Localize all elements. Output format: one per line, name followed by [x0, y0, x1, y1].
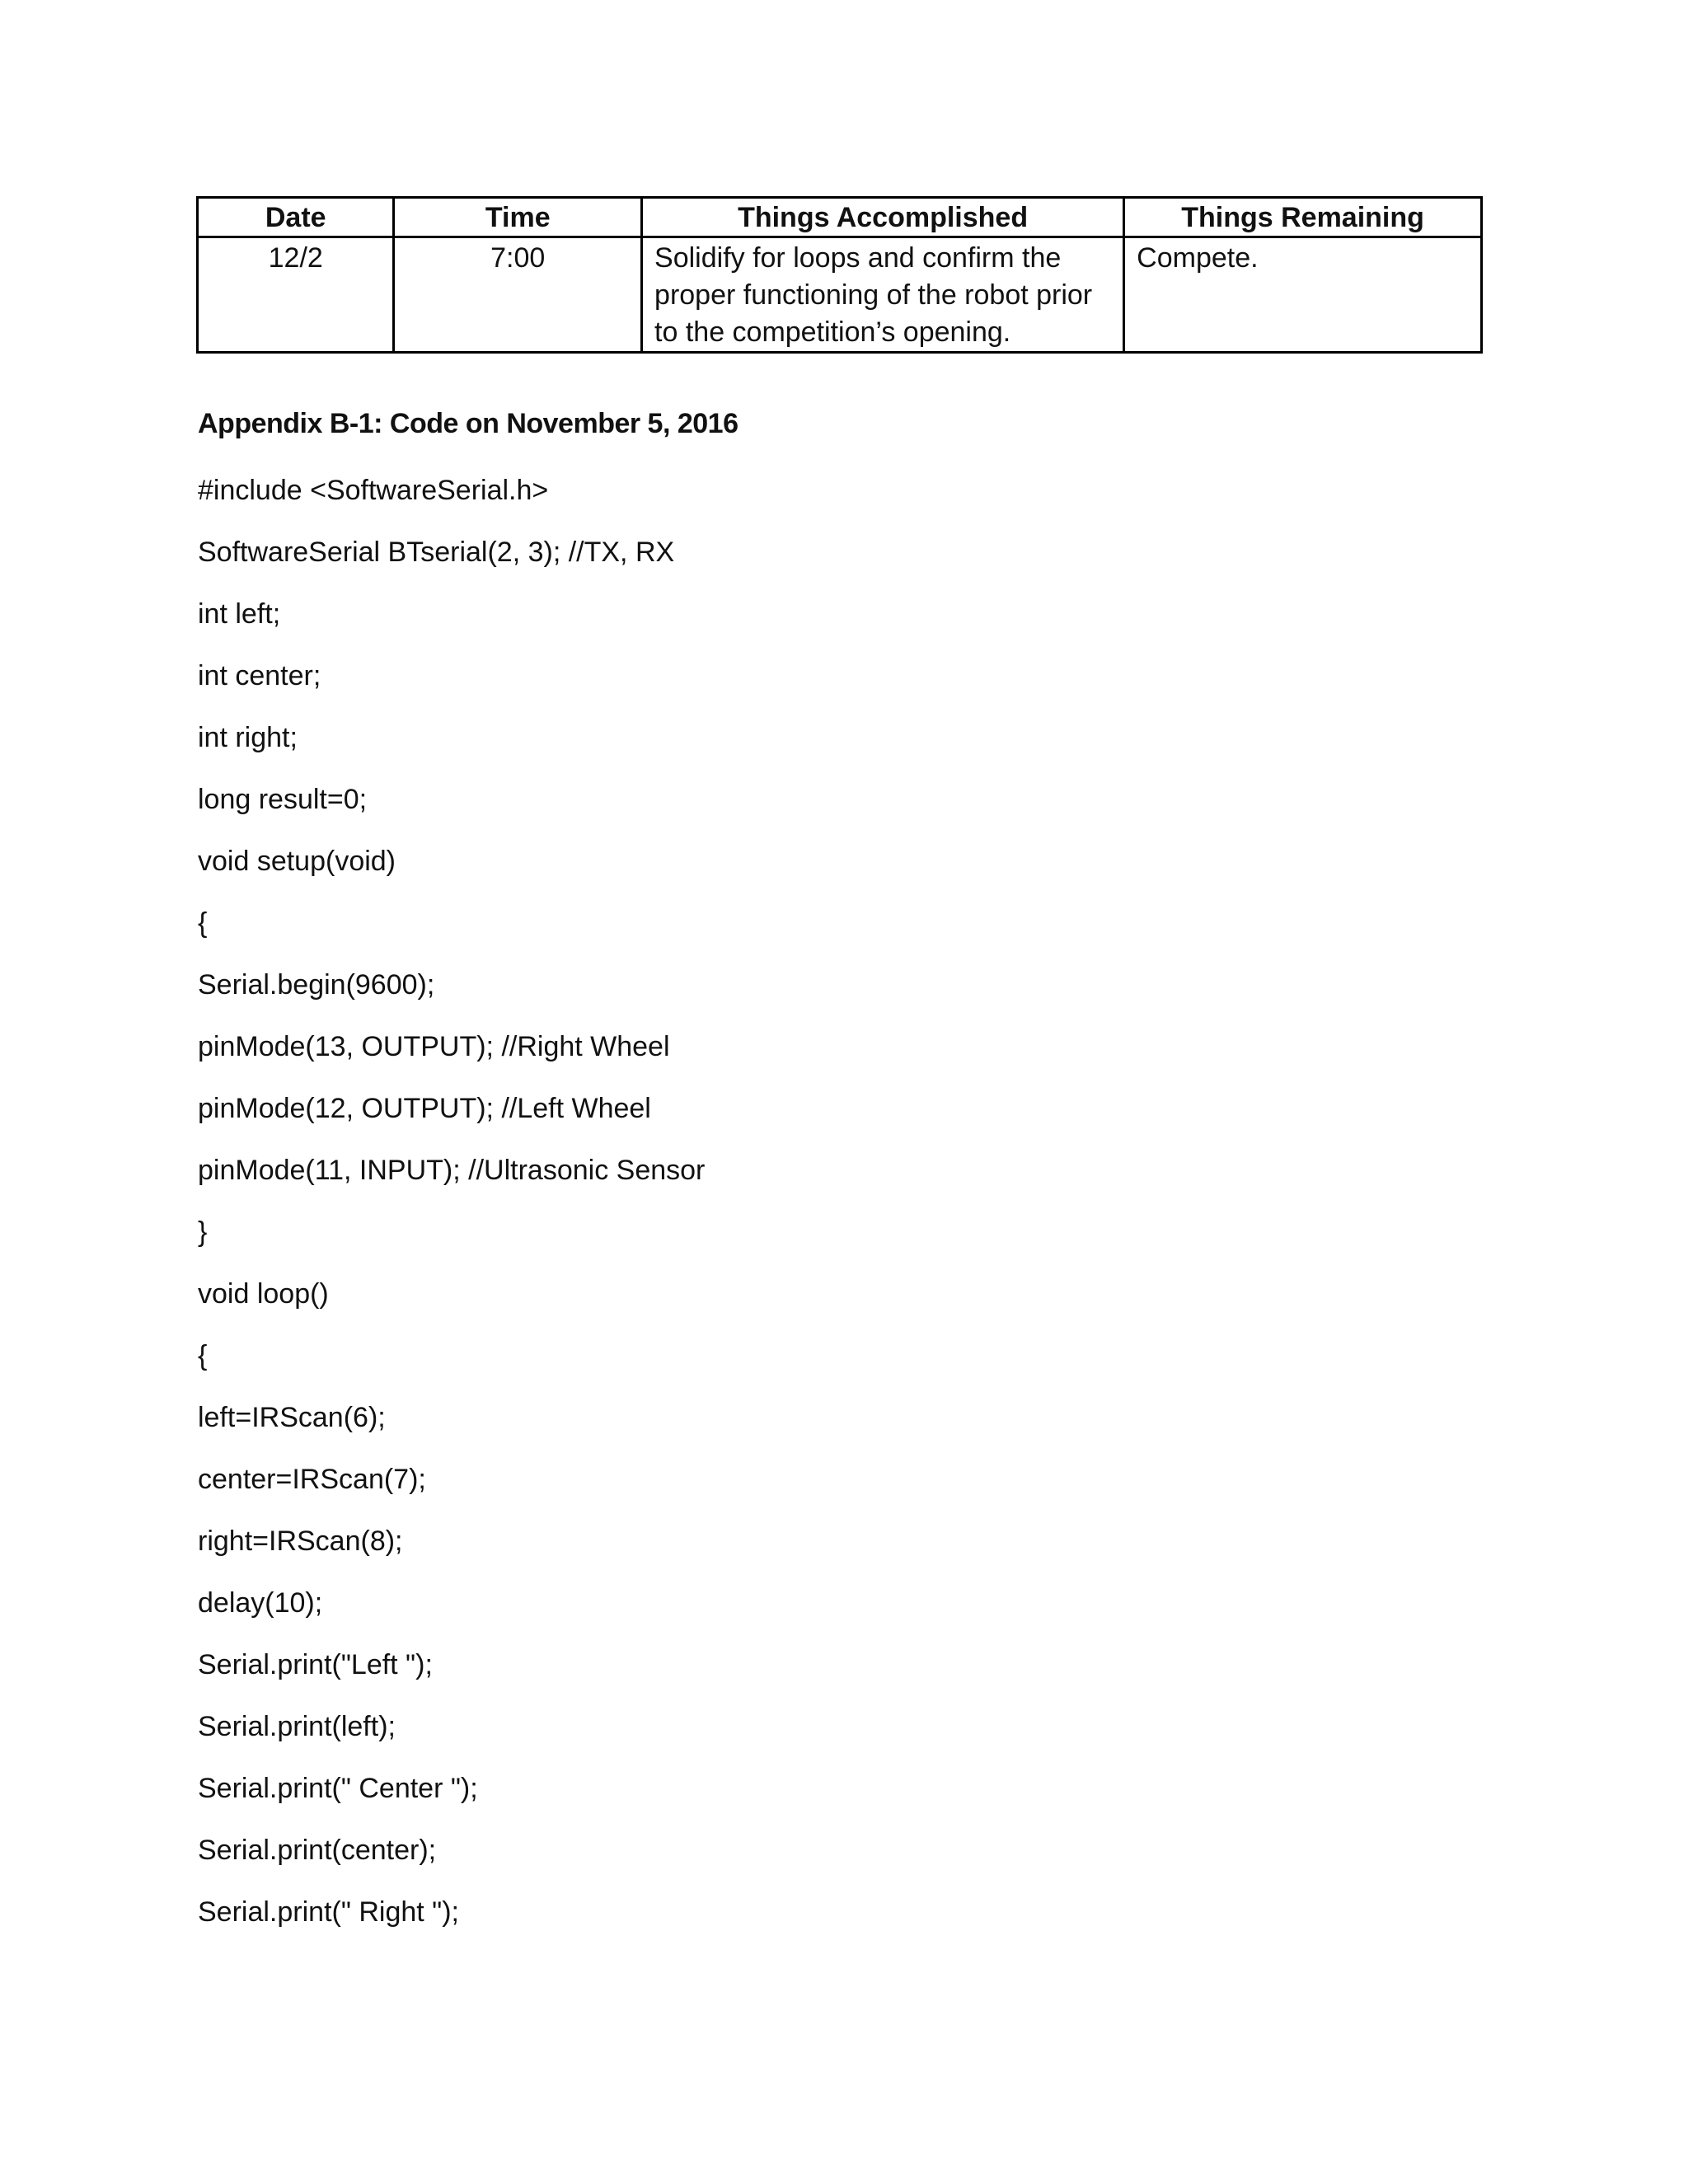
- header-date: Date: [198, 198, 394, 237]
- code-line: pinMode(12, OUTPUT); //Left Wheel: [198, 1093, 651, 1124]
- code-line: Serial.print("Left ");: [198, 1649, 433, 1680]
- progress-log-table: [196, 196, 1483, 354]
- code-line: int center;: [198, 660, 321, 691]
- code-line: int left;: [198, 598, 281, 630]
- code-line: #include <SoftwareSerial.h>: [198, 475, 549, 506]
- code-line: left=IRScan(6);: [198, 1402, 386, 1433]
- header-things-remaining: Things Remaining: [1124, 198, 1482, 237]
- code-line: Serial.print(" Center ");: [198, 1773, 478, 1804]
- code-line: long result=0;: [198, 784, 368, 815]
- header-time: Time: [394, 198, 642, 237]
- cell-things-accomplished: Solidify for loops and confirm the proper functioning of the robot prior to the competition’s opening.: [642, 237, 1124, 353]
- code-line: delay(10);: [198, 1587, 323, 1619]
- code-line: center=IRScan(7);: [198, 1464, 426, 1495]
- code-line: right=IRScan(8);: [198, 1526, 403, 1557]
- code-line: pinMode(11, INPUT); //Ultrasonic Sensor: [198, 1155, 706, 1186]
- cell-time: 7:00: [394, 237, 642, 353]
- cell-things-remaining: Compete.: [1124, 237, 1482, 353]
- code-line: }: [198, 1216, 208, 1248]
- header-things-accomplished: Things Accomplished: [642, 198, 1124, 237]
- code-line: Serial.print(center);: [198, 1835, 437, 1866]
- appendix-heading: Appendix B-1: Code on November 5, 2016: [198, 408, 738, 439]
- code-line: void setup(void): [198, 846, 396, 877]
- code-line: {: [198, 1340, 208, 1371]
- table-header-row: [198, 198, 1482, 237]
- code-line: Serial.print(left);: [198, 1711, 396, 1742]
- code-line: SoftwareSerial BTserial(2, 3); //TX, RX: [198, 537, 675, 568]
- code-line: Serial.begin(9600);: [198, 969, 435, 1001]
- table-row: [198, 237, 1482, 353]
- code-line: {: [198, 907, 208, 939]
- code-line: int right;: [198, 722, 298, 753]
- code-line: pinMode(13, OUTPUT); //Right Wheel: [198, 1031, 670, 1062]
- code-line: void loop(): [198, 1278, 329, 1310]
- code-listing: [198, 474, 705, 1957]
- code-line: Serial.print(" Right ");: [198, 1896, 460, 1928]
- cell-date: 12/2: [198, 237, 394, 353]
